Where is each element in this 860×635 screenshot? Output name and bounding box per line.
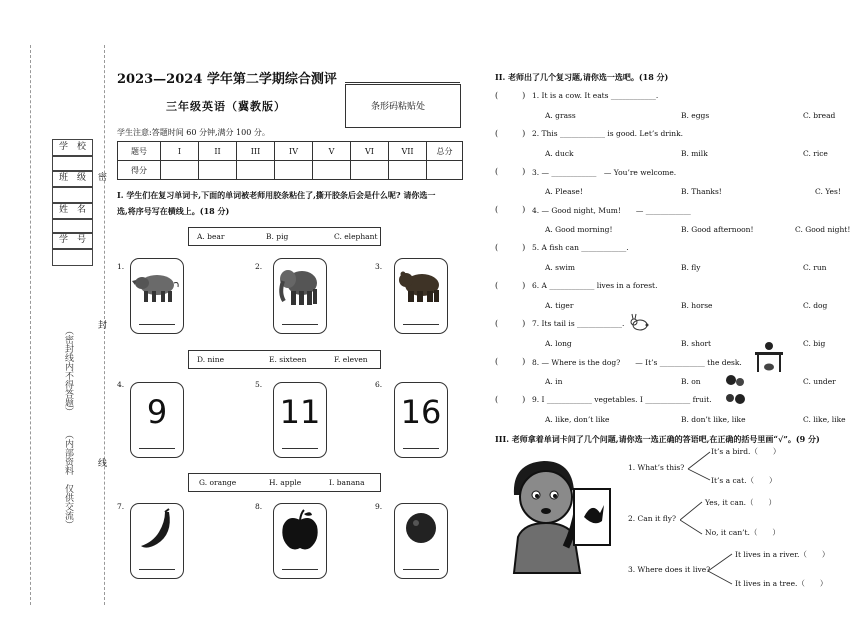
card-2 xyxy=(273,258,327,334)
score-col-4: IV xyxy=(275,142,313,161)
choice-c: C. bread xyxy=(803,111,836,120)
choice-b: B. Thanks! xyxy=(681,187,722,196)
score-cell[interactable] xyxy=(313,161,351,180)
word-box-1 xyxy=(188,227,381,246)
choice-a: A. swim xyxy=(545,263,575,272)
answer-line[interactable] xyxy=(282,324,318,325)
choice-c: C. big xyxy=(803,339,826,348)
orange-icon xyxy=(395,506,447,556)
choice-a: A. tiger xyxy=(545,301,574,310)
section1-instruction-1: I. 学生们在复习单词卡,下面的单词被老师用胶条粘住了,撕开胶条后会是什么呢? 请你选一 xyxy=(117,190,436,200)
s3-answer[interactable]: Yes, it can.（ ） xyxy=(705,498,777,507)
s3-answer[interactable]: It’s a cat.（ ） xyxy=(711,476,777,485)
bear-icon xyxy=(395,263,447,307)
card-8 xyxy=(273,503,327,579)
choice-a: A. Please! xyxy=(545,187,583,196)
score-col-total: 总分 xyxy=(427,142,463,161)
choice-a: A. duck xyxy=(545,149,574,158)
score-col-6: VI xyxy=(351,142,389,161)
score-cell[interactable] xyxy=(427,161,463,180)
answer-paren[interactable]: ( ) xyxy=(495,243,526,252)
answer-paren[interactable]: ( ) xyxy=(495,167,526,176)
field-id-input[interactable] xyxy=(52,248,93,266)
score-cell[interactable] xyxy=(237,161,275,180)
section2-title: II. 老师出了几个复习题,请你选一选吧。(18 分) xyxy=(495,72,669,82)
internal-note: （内部资料 仅供交流） xyxy=(63,430,73,529)
item-number: 1. xyxy=(117,262,125,271)
score-cell[interactable] xyxy=(389,161,427,180)
question-text: 8. — Where is the dog? — It’s ____________ the desk. xyxy=(532,358,742,367)
option-b: B. pig xyxy=(266,232,289,241)
card-5 xyxy=(273,382,327,458)
seal-warning: （密封线内不得答题） xyxy=(63,326,73,416)
choice-c: C. rice xyxy=(803,149,828,158)
choice-b: B. eggs xyxy=(681,111,710,120)
score-col-label: 题号 xyxy=(118,142,161,161)
question-text: 9. I ____________ vegetables. I ____________ fruit. xyxy=(532,395,712,404)
digit-sixteen: 16 xyxy=(400,393,442,431)
s3-question-1: 1. What’s this? xyxy=(628,463,685,472)
choice-c: C. run xyxy=(803,263,827,272)
card-1 xyxy=(130,258,184,334)
question-text: 7. Its tail is ____________. xyxy=(532,319,625,328)
score-col-5: V xyxy=(313,142,351,161)
score-header-row xyxy=(118,142,463,161)
choice-b: B. milk xyxy=(681,149,708,158)
answer-line[interactable] xyxy=(403,324,439,325)
item-number: 3. xyxy=(375,262,383,271)
answer-line[interactable] xyxy=(139,569,175,570)
student-notice: 学生注意:答题时间 60 分钟,满分 100 分。 xyxy=(117,128,270,137)
answer-line[interactable] xyxy=(282,448,318,449)
item-number: 4. xyxy=(117,380,125,389)
option-g: G. orange xyxy=(199,478,237,487)
item-number: 6. xyxy=(375,380,383,389)
title-underline xyxy=(345,82,460,83)
choice-a: A. like, don’t like xyxy=(545,415,610,424)
exam-subtitle: 三年级英语（冀教版） xyxy=(166,100,286,113)
vegetables-fruit-icon xyxy=(722,372,750,406)
score-cell[interactable] xyxy=(199,161,237,180)
answer-line[interactable] xyxy=(139,324,175,325)
section3-title: III. 老师拿着单词卡问了几个问题,请你选一选正确的答语吧,在正确的括号里画“√”。(9 分) xyxy=(495,434,820,444)
barcode-label: 条形码粘贴处 xyxy=(371,102,426,112)
choice-b: B. don’t like, like xyxy=(681,415,746,424)
answer-paren[interactable]: ( ) xyxy=(495,129,526,138)
choice-b: B. Good afternoon! xyxy=(681,225,754,234)
choice-a: A. in xyxy=(545,377,563,386)
pig-icon xyxy=(131,263,183,307)
choice-c: C. Good night! xyxy=(795,225,851,234)
choice-a: A. long xyxy=(545,339,572,348)
option-f: F. eleven xyxy=(334,355,368,364)
score-value-row xyxy=(118,161,463,180)
seal-char-mi: 密 xyxy=(98,173,108,183)
banana-icon xyxy=(131,506,183,556)
choice-b: B. horse xyxy=(681,301,713,310)
question-text: 3. — ____________ — You’re welcome. xyxy=(532,168,677,177)
answer-paren[interactable]: ( ) xyxy=(495,281,526,290)
word-box-3 xyxy=(188,473,381,492)
field-class: 班 级 xyxy=(52,170,93,188)
digit-eleven: 11 xyxy=(279,393,321,431)
option-h: H. apple xyxy=(269,478,302,487)
answer-paren[interactable]: ( ) xyxy=(495,205,526,214)
answer-line[interactable] xyxy=(282,569,318,570)
s3-answer[interactable]: It’s a bird.（ ） xyxy=(711,447,781,456)
item-number: 5. xyxy=(255,380,263,389)
choice-b: B. fly xyxy=(681,263,701,272)
elephant-icon xyxy=(274,263,326,309)
choice-c: C. like, like xyxy=(803,415,846,424)
choice-c: C. under xyxy=(803,377,836,386)
card-6 xyxy=(394,382,448,458)
option-c: C. elephant xyxy=(334,232,378,241)
rabbit-icon xyxy=(628,313,650,331)
barcode-box xyxy=(345,84,461,128)
score-col-1: I xyxy=(161,142,199,161)
choice-a: A. Good morning! xyxy=(545,225,613,234)
score-col-7: VII xyxy=(389,142,427,161)
question-text: 6. A ____________ lives in a forest. xyxy=(532,281,658,290)
score-col-3: III xyxy=(237,142,275,161)
binding-line-left xyxy=(30,45,31,605)
score-cell[interactable] xyxy=(161,161,199,180)
s3-question-2: 2. Can it fly? xyxy=(628,514,677,523)
digit-nine: 9 xyxy=(146,393,168,431)
item-number: 7. xyxy=(117,502,125,511)
apple-icon xyxy=(274,506,326,556)
answer-line[interactable] xyxy=(403,448,439,449)
card-7 xyxy=(130,503,184,579)
choice-b: B. on xyxy=(681,377,701,386)
score-col-2: II xyxy=(199,142,237,161)
field-name: 姓 名 xyxy=(52,202,93,220)
score-table xyxy=(117,141,463,180)
option-a: A. bear xyxy=(197,232,225,241)
score-cell[interactable] xyxy=(275,161,313,180)
question-text: 2. This ____________ is good. Let’s drink. xyxy=(532,129,684,138)
option-i: I. banana xyxy=(329,478,365,487)
question-text: 5. A fish can ____________. xyxy=(532,243,629,252)
section1-instruction-2: 选,将序号写在横线上。(18 分) xyxy=(117,206,230,216)
score-row-label: 得分 xyxy=(118,161,161,180)
answer-paren[interactable]: ( ) xyxy=(495,319,526,328)
question-text: 1. It is a cow. It eats ____________. xyxy=(532,91,659,100)
seal-char-feng: 封 xyxy=(98,321,108,331)
item-number: 2. xyxy=(255,262,263,271)
answer-paren[interactable]: ( ) xyxy=(495,91,526,100)
answer-line[interactable] xyxy=(139,448,175,449)
item-number: 8. xyxy=(255,502,263,511)
option-e: E. sixteen xyxy=(269,355,307,364)
seal-char-xian: 线 xyxy=(98,459,108,469)
choice-a: A. grass xyxy=(545,111,576,120)
choice-c: C. Yes! xyxy=(815,187,841,196)
card-3 xyxy=(394,258,448,334)
answer-paren[interactable]: ( ) xyxy=(495,395,526,404)
card-9 xyxy=(394,503,448,579)
s3-answer[interactable]: It lives in a tree.（ ） xyxy=(735,579,828,588)
choice-b: B. short xyxy=(681,339,712,348)
field-id: 学 号 xyxy=(52,232,93,250)
question-text: 4. — Good night, Mum! — ____________ xyxy=(532,206,691,215)
s3-question-3: 3. Where does it live? xyxy=(628,565,711,574)
option-d: D. nine xyxy=(197,355,225,364)
dog-under-desk-icon xyxy=(752,340,786,374)
exam-title: 2023—2024 学年第二学期综合测评 xyxy=(117,72,337,87)
s3-answer[interactable]: No, it can’t.（ ） xyxy=(705,528,780,537)
choice-c: C. dog xyxy=(803,301,828,310)
item-number: 9. xyxy=(375,502,383,511)
s3-answer[interactable]: It lives in a river.（ ） xyxy=(735,550,830,559)
score-cell[interactable] xyxy=(351,161,389,180)
card-4 xyxy=(130,382,184,458)
answer-line[interactable] xyxy=(403,569,439,570)
field-school: 学 校 xyxy=(52,139,93,157)
word-box-2 xyxy=(188,350,381,369)
boy-holding-card-illustration xyxy=(500,455,620,575)
answer-paren[interactable]: ( ) xyxy=(495,357,526,366)
